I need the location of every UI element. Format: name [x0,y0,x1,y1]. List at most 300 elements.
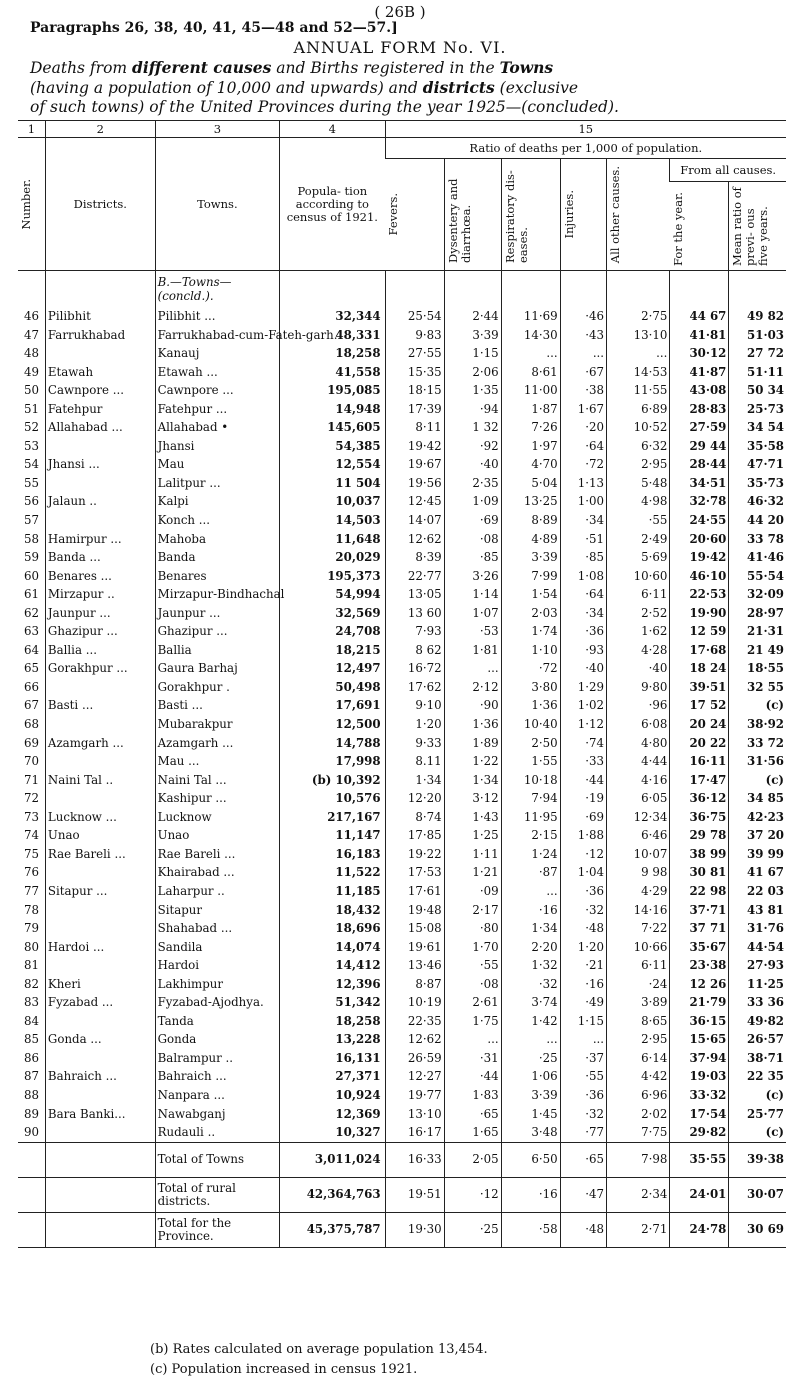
town-name: Balrampur .. [155,1049,279,1068]
header-from-all-causes: From all causes. [670,159,786,182]
row-number: 80 [23,939,39,954]
injuries-ratio: ·67 [560,363,606,382]
year-ratio: 15·65 [670,1030,729,1049]
totals-cell: 42,364,763 [280,1177,385,1212]
year-ratio: 12 59 [670,622,729,641]
town-name: Banda [155,548,279,567]
population: 10,576 [280,789,385,808]
respiratory-ratio: ·87 [501,863,560,882]
row-number: 83 [23,995,39,1010]
population: 12,396 [280,975,385,994]
fevers-ratio: 19·48 [385,901,444,920]
footnote-b: (b) Rates calculated on average population 13,454. [150,1342,488,1357]
population: (b) 10,392 [280,771,385,790]
row-number: 70 [23,754,39,769]
town-name: Naini Tal ... [155,771,279,790]
injuries-ratio: 1·00 [560,492,606,511]
fevers-ratio: 12·20 [385,789,444,808]
town-name: Unao [155,826,279,845]
row-number: 63 [23,624,39,639]
fevers-ratio: 16·17 [385,1123,444,1142]
dysentery-ratio: ... [444,659,501,678]
year-ratio: 20 22 [670,734,729,753]
year-ratio: 12 26 [670,975,729,994]
population: 27,371 [280,1067,385,1086]
population: 18,696 [280,919,385,938]
year-ratio: 17 52 [670,696,729,715]
year-ratio: 30·12 [670,344,729,363]
district-name [45,1012,155,1031]
injuries-ratio: 1·02 [560,696,606,715]
other-causes-ratio: 4·29 [607,882,670,901]
table-row [18,789,786,808]
row-number: 72 [23,791,39,806]
mean-ratio: 22 03 [729,882,786,901]
injuries-ratio: ·93 [560,641,606,660]
injuries-ratio: ·40 [560,659,606,678]
town-name: Nawabganj [155,1105,279,1124]
header-injuries: Injuries. [560,159,606,271]
fevers-ratio: 8·11 [385,418,444,437]
dysentery-ratio: 1·89 [444,734,501,753]
population: 145,605 [280,418,385,437]
dysentery-ratio: ·53 [444,622,501,641]
population: 195,373 [280,567,385,586]
other-causes-ratio: 11·55 [607,381,670,400]
fevers-ratio: 7·93 [385,622,444,641]
year-ratio: 17·68 [670,641,729,660]
injuries-ratio: ·51 [560,530,606,549]
other-causes-ratio: ... [607,344,670,363]
respiratory-ratio: ... [501,1030,560,1049]
respiratory-ratio: 3·48 [501,1123,560,1142]
table-row [18,956,786,975]
dysentery-ratio: 1·21 [444,863,501,882]
dysentery-ratio: ·94 [444,400,501,419]
year-ratio: 19·90 [670,604,729,623]
colnum: 1 [18,121,45,138]
year-ratio: 32·78 [670,492,729,511]
mean-ratio: 25·77 [729,1105,786,1124]
row-number: 52 [23,420,39,435]
other-causes-ratio: 4·44 [607,752,670,771]
town-name: Etawah ... [155,363,279,382]
injuries-ratio: ·33 [560,752,606,771]
population: 18,432 [280,901,385,920]
table-row [18,882,786,901]
injuries-ratio: ·49 [560,993,606,1012]
population: 32,344 [280,307,385,326]
dysentery-ratio: 3·39 [444,326,501,345]
dysentery-ratio: 2·61 [444,993,501,1012]
population: 10,327 [280,1123,385,1142]
dysentery-ratio: ·69 [444,511,501,530]
table-row [18,641,786,660]
respiratory-ratio: 3·39 [501,548,560,567]
population: 16,183 [280,845,385,864]
year-ratio: 17·47 [670,771,729,790]
dysentery-ratio: 1·70 [444,938,501,957]
table-row [18,363,786,382]
town-name: Khairabad ... [155,863,279,882]
year-ratio: 37·71 [670,901,729,920]
town-name: Mubarakpur [155,715,279,734]
other-causes-ratio: 6·89 [607,400,670,419]
injuries-ratio: ·64 [560,585,606,604]
totals-cell: ·12 [444,1177,501,1212]
respiratory-ratio: 1·32 [501,956,560,975]
fevers-ratio: 12·62 [385,1030,444,1049]
respiratory-ratio: 2·20 [501,938,560,957]
town-name: Mirzapur-Bindhachal [155,585,279,604]
table-row [18,474,786,493]
table-row [18,696,786,715]
totals-cell [45,1212,155,1247]
other-causes-ratio: 2·02 [607,1105,670,1124]
table-row [18,418,786,437]
row-number: 89 [23,1106,39,1121]
district-name: Kheri [45,975,155,994]
district-name: Mirzapur .. [45,585,155,604]
dysentery-ratio: 3·12 [444,789,501,808]
table-row [18,678,786,697]
dysentery-ratio: 1·11 [444,845,501,864]
year-ratio: 28·44 [670,455,729,474]
district-name: Allahabad ... [45,418,155,437]
totals-cell: 24·01 [670,1177,729,1212]
year-ratio: 21·79 [670,993,729,1012]
table-row [18,901,786,920]
totals-cell: 30·07 [729,1177,786,1212]
table-row [18,511,786,530]
town-name: Rudauli .. [155,1123,279,1142]
population: 14,788 [280,734,385,753]
respiratory-ratio: 3·80 [501,678,560,697]
dysentery-ratio: ·55 [444,956,501,975]
row-number: 64 [23,642,39,657]
totals-cell: 45,375,787 [280,1212,385,1247]
row-number: 76 [23,865,39,880]
other-causes-ratio: 13·10 [607,326,670,345]
town-name: Farrukhabad-cum-Fateh-garh. [155,326,279,345]
mean-ratio: 22 35 [729,1067,786,1086]
row-number: 78 [23,902,39,917]
district-name [45,789,155,808]
respiratory-ratio: 14·30 [501,326,560,345]
district-name: Unao [45,826,155,845]
population: 14,074 [280,938,385,957]
injuries-ratio: ·19 [560,789,606,808]
year-ratio: 44 67 [670,307,729,326]
fevers-ratio: 19·67 [385,455,444,474]
town-name: Pilibhit ... [155,307,279,326]
injuries-ratio: ·20 [560,418,606,437]
row-number: 53 [23,438,39,453]
row-number: 47 [23,327,39,342]
fevers-ratio: 9·83 [385,326,444,345]
table-row [18,455,786,474]
district-name: Gorakhpur ... [45,659,155,678]
other-causes-ratio: ·55 [607,511,670,530]
row-number: 59 [23,550,39,565]
mean-ratio: 33 78 [729,530,786,549]
dysentery-ratio: 1·15 [444,344,501,363]
town-name: Ballia [155,641,279,660]
row-number: 85 [23,1032,39,1047]
colnum: 4 [280,121,385,138]
population: 18,258 [280,1012,385,1031]
population: 11,648 [280,530,385,549]
other-causes-ratio: 7·75 [607,1123,670,1142]
year-ratio: 20·60 [670,530,729,549]
district-name: Etawah [45,363,155,382]
mean-ratio: 41·46 [729,548,786,567]
town-name: Laharpur .. [155,882,279,901]
totals-cell: 2·34 [607,1177,670,1212]
fevers-ratio: 15·08 [385,919,444,938]
district-name: Hamirpur ... [45,530,155,549]
year-ratio: 39·51 [670,678,729,697]
respiratory-ratio: 1·24 [501,845,560,864]
respiratory-ratio: 7·99 [501,567,560,586]
mean-ratio: 35·73 [729,474,786,493]
row-number: 74 [23,828,39,843]
table-row [18,530,786,549]
header-population: Popula- tion according to census of 1921. [280,138,385,271]
fevers-ratio: 13 60 [385,604,444,623]
population: 14,948 [280,400,385,419]
respiratory-ratio: 1·10 [501,641,560,660]
respiratory-ratio: 1·06 [501,1067,560,1086]
year-ratio: 36·75 [670,808,729,827]
other-causes-ratio: 4·98 [607,492,670,511]
district-name: Bahraich ... [45,1067,155,1086]
injuries-ratio: ·32 [560,901,606,920]
mean-ratio: (c) [729,1123,786,1142]
district-name: Rae Bareli ... [45,845,155,864]
dysentery-ratio: 1·65 [444,1123,501,1142]
respiratory-ratio: 1·36 [501,696,560,715]
header-towns: Towns. [155,138,279,271]
population: 41,558 [280,363,385,382]
fevers-ratio: 22·77 [385,567,444,586]
district-name: Cawnpore ... [45,381,155,400]
population: 50,498 [280,678,385,697]
injuries-ratio: ·36 [560,1086,606,1105]
town-name: Mau [155,455,279,474]
row-number: 90 [23,1125,39,1140]
town-name: Kanauj [155,344,279,363]
respiratory-ratio: 1·42 [501,1012,560,1031]
district-name [45,1086,155,1105]
other-causes-ratio: 6·08 [607,715,670,734]
dysentery-ratio: ·08 [444,530,501,549]
row-number: 61 [23,587,39,602]
year-ratio: 22 98 [670,882,729,901]
totals-cell: ·25 [444,1212,501,1247]
mean-ratio: 38·92 [729,715,786,734]
respiratory-ratio: 11·00 [501,381,560,400]
town-name: Lucknow [155,808,279,827]
mean-ratio: 44·54 [729,938,786,957]
other-causes-ratio: 10·52 [607,418,670,437]
town-name: Allahabad • [155,418,279,437]
mean-ratio: 25·73 [729,400,786,419]
other-causes-ratio: 14·53 [607,363,670,382]
population: 11,522 [280,863,385,882]
row-number: 87 [23,1069,39,1084]
other-causes-ratio: 1·62 [607,622,670,641]
dysentery-ratio: 2·06 [444,363,501,382]
table-row [18,381,786,400]
deaths-table [18,120,786,1248]
respiratory-ratio: 1·34 [501,919,560,938]
injuries-ratio: ·74 [560,734,606,753]
other-causes-ratio: 3·89 [607,993,670,1012]
respiratory-ratio: ·32 [501,975,560,994]
other-causes-ratio: 5·69 [607,548,670,567]
table-row [18,808,786,827]
other-causes-ratio: 9 98 [607,863,670,882]
totals-cell [18,1212,45,1247]
totals-cell: 7·98 [607,1142,670,1177]
fevers-ratio: 12·45 [385,492,444,511]
dysentery-ratio: 2·44 [444,307,501,326]
fevers-ratio: 19·22 [385,845,444,864]
row-number: 55 [23,475,39,490]
injuries-ratio: ·85 [560,548,606,567]
respiratory-ratio: 10·18 [501,771,560,790]
district-name: Jalaun .. [45,492,155,511]
population: 48,331 [280,326,385,345]
totals-cell: 24·78 [670,1212,729,1247]
row-number: 84 [23,1013,39,1028]
town-name: Ghazipur ... [155,622,279,641]
year-ratio: 17·54 [670,1105,729,1124]
mean-ratio: (c) [729,1086,786,1105]
row-number: 73 [23,809,39,824]
year-ratio: 24·55 [670,511,729,530]
fevers-ratio: 14·07 [385,511,444,530]
table-row [18,734,786,753]
fevers-ratio: 13·46 [385,956,444,975]
totals-cell: 30 69 [729,1212,786,1247]
table-row [18,1105,786,1124]
district-name: Ballia ... [45,641,155,660]
mean-ratio: 27 72 [729,344,786,363]
row-number: 46 [23,309,39,323]
district-name: Pilibhit [45,307,155,326]
district-name: Benares ... [45,567,155,586]
injuries-ratio: ·64 [560,437,606,456]
dysentery-ratio: 1·07 [444,604,501,623]
mean-ratio: 51·03 [729,326,786,345]
district-name: Ghazipur ... [45,622,155,641]
totals-label: Total for the Province. [155,1212,279,1247]
mean-ratio: 38·71 [729,1049,786,1068]
district-name [45,919,155,938]
injuries-ratio: ·36 [560,622,606,641]
mean-ratio: 41 67 [729,863,786,882]
fevers-ratio: 16·72 [385,659,444,678]
district-name: Fatehpur [45,400,155,419]
table-row [18,1012,786,1031]
table-row [18,993,786,1012]
totals-cell: 39·38 [729,1142,786,1177]
table-row [18,437,786,456]
year-ratio: 33·32 [670,1086,729,1105]
injuries-ratio: 1·29 [560,678,606,697]
dysentery-ratio: 1·35 [444,381,501,400]
fevers-ratio: 19·42 [385,437,444,456]
mean-ratio: 43 81 [729,901,786,920]
dysentery-ratio: 1·83 [444,1086,501,1105]
year-ratio: 20 24 [670,715,729,734]
header-year: For the year. [670,182,729,271]
respiratory-ratio: 2·15 [501,826,560,845]
district-name [45,1049,155,1068]
mean-ratio: 44 20 [729,511,786,530]
totals-row [18,1177,786,1212]
town-name: Gorakhpur . [155,678,279,697]
header-fevers: Fevers. [385,159,444,271]
dysentery-ratio: 1·09 [444,492,501,511]
fevers-ratio: 26·59 [385,1049,444,1068]
dysentery-ratio: ·09 [444,882,501,901]
injuries-ratio: ·38 [560,381,606,400]
row-number: 68 [23,717,39,732]
other-causes-ratio: 4·42 [607,1067,670,1086]
row-number: 56 [23,494,39,509]
dysentery-ratio: 2·35 [444,474,501,493]
dysentery-ratio: ·31 [444,1049,501,1068]
respiratory-ratio: 8·61 [501,363,560,382]
population: 11,147 [280,826,385,845]
dysentery-ratio: 1 32 [444,418,501,437]
respiratory-ratio: 1·54 [501,585,560,604]
table-row [18,659,786,678]
population: 17,998 [280,752,385,771]
table-row [18,752,786,771]
table-row [18,1030,786,1049]
row-number: 50 [23,383,39,398]
mean-ratio: 32·09 [729,585,786,604]
other-causes-ratio: 4·80 [607,734,670,753]
respiratory-ratio: 1·45 [501,1105,560,1124]
population: 18,215 [280,641,385,660]
mean-ratio: 51·11 [729,363,786,382]
mean-ratio: 46·32 [729,492,786,511]
district-name: Lucknow ... [45,808,155,827]
respiratory-ratio: 11·95 [501,808,560,827]
dysentery-ratio: ·08 [444,975,501,994]
district-name: Naini Tal .. [45,771,155,790]
fevers-ratio: 8.11 [385,752,444,771]
district-name [45,956,155,975]
other-causes-ratio: 12·34 [607,808,670,827]
table-title-line-1: Deaths from different causes and Births registered in the Towns [30,58,554,77]
other-causes-ratio: 6·14 [607,1049,670,1068]
respiratory-ratio: ·16 [501,901,560,920]
population: 10,037 [280,492,385,511]
mean-ratio: 26·57 [729,1030,786,1049]
fevers-ratio: 25·54 [385,307,444,326]
row-number: 48 [23,346,39,361]
district-name [45,863,155,882]
row-number: 77 [23,883,39,898]
fevers-ratio: 22·35 [385,1012,444,1031]
table-row [18,307,786,326]
